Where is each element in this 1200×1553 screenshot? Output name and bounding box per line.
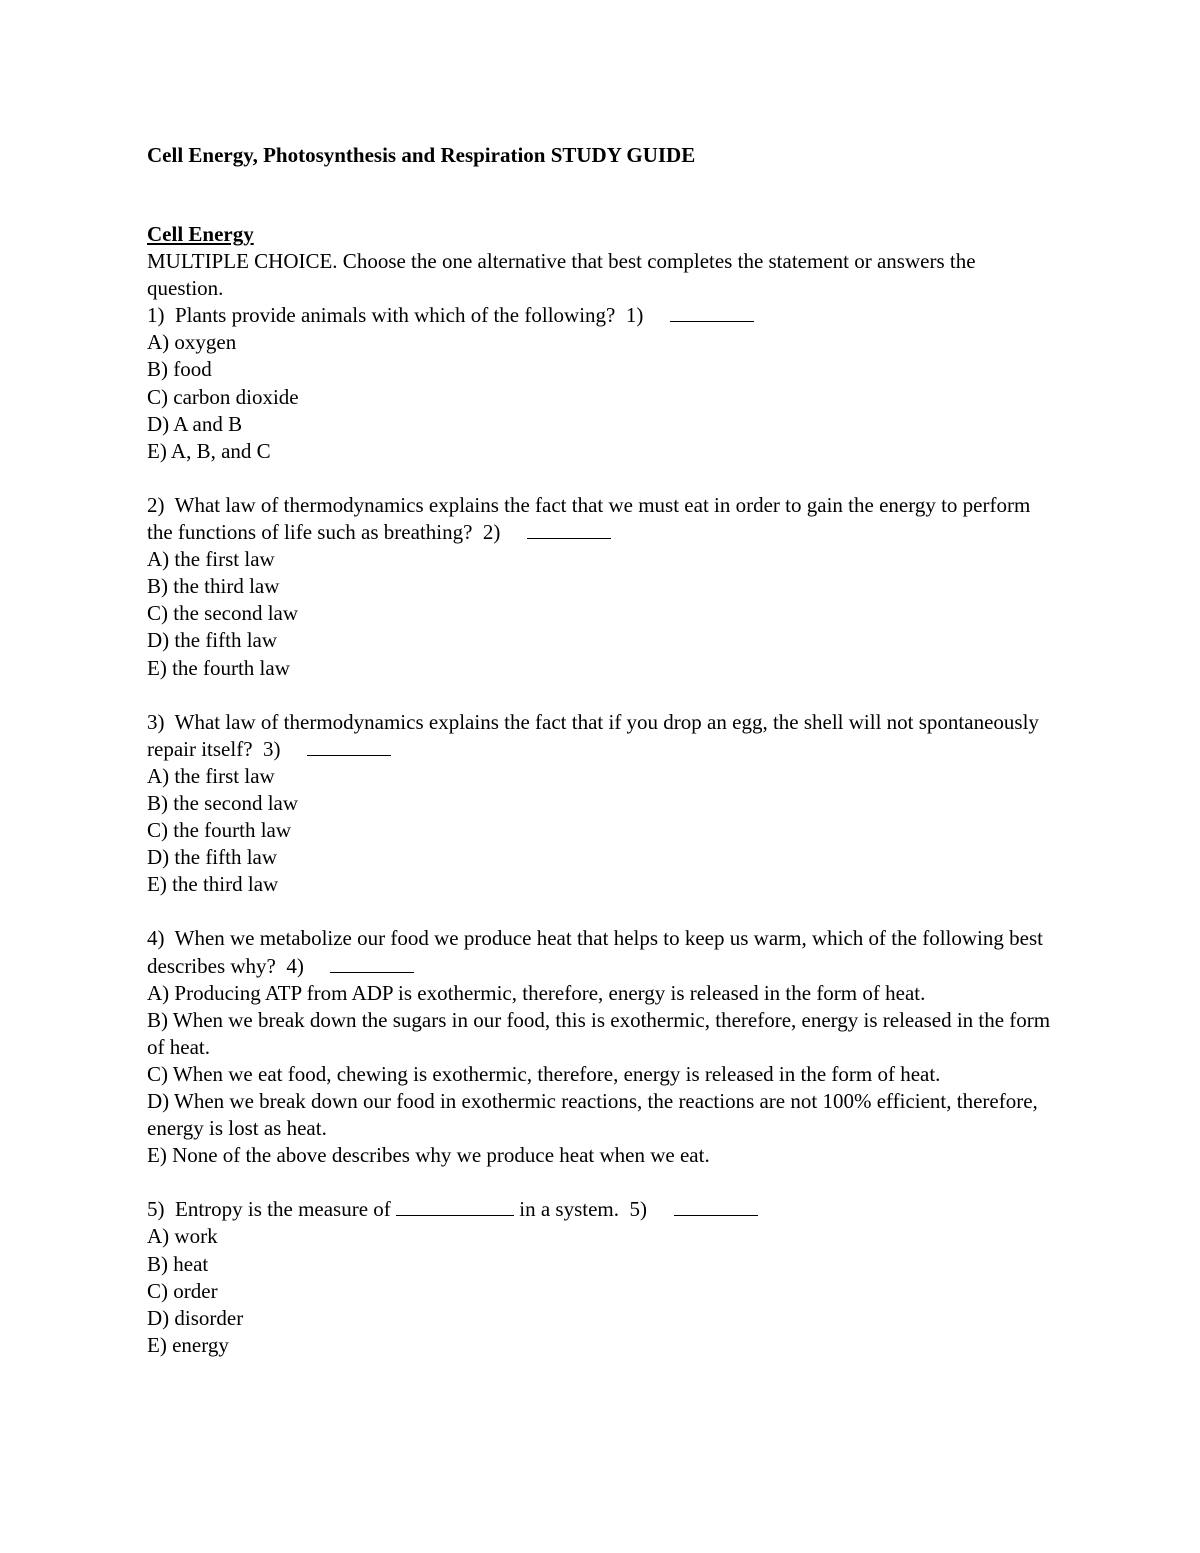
question-stem — [147, 302, 1057, 329]
answer-blank[interactable] — [674, 1197, 758, 1216]
option-e: E) None of the above describes why we produce heat when we eat. — [147, 1143, 710, 1168]
question-number: 2) — [147, 492, 165, 517]
option-b: B) the third law — [147, 574, 280, 599]
option-e: E) the fourth law — [147, 655, 290, 680]
fill-in-blank[interactable] — [396, 1197, 514, 1216]
question-stem — [147, 492, 1057, 546]
question-number: 3) — [147, 709, 165, 734]
section-heading: Cell Energy — [147, 222, 254, 246]
option-a: A) Producing ATP from ADP is exothermic, therefore, energy is released in the form of heat. — [147, 980, 926, 1005]
question-number: 4) — [147, 926, 165, 951]
option-e: E) energy — [147, 1332, 229, 1357]
option-a: A) oxygen — [147, 330, 237, 355]
document-title: Cell Energy, Photosynthesis and Respiration STUDY GUIDE — [147, 143, 696, 167]
question-number: 1) — [147, 303, 165, 328]
section-instructions: MULTIPLE CHOICE. Choose the one alternative that best completes the statement or answers the question. — [147, 249, 976, 301]
option-d: D) When we break down our food in exothermic reactions, the reactions are not 100% efficient, therefore, energy is lost as heat. — [147, 1089, 1038, 1141]
option-b: B) When we break down the sugars in our food, this is exothermic, therefore, energy is released in the form of heat. — [147, 1007, 1051, 1059]
question-number: 5) — [147, 1197, 165, 1222]
question-text: When we metabolize our food we produce heat that helps to keep us warm, which of the following best describes why? — [147, 926, 1043, 978]
option-b: B) food — [147, 357, 212, 382]
question-1 — [147, 302, 1057, 465]
question-stem — [147, 925, 1057, 979]
answer-blank[interactable] — [527, 520, 611, 539]
answer-label: 1) — [625, 303, 644, 328]
question-5 — [147, 1196, 1057, 1359]
option-c: C) When we eat food, chewing is exothermic, therefore, energy is released in the form of heat. — [147, 1061, 941, 1086]
question-text-before-blank: Entropy is the measure of — [175, 1197, 391, 1222]
answer-label: 5) — [629, 1197, 648, 1222]
option-d: D) disorder — [147, 1305, 244, 1330]
option-c: C) carbon dioxide — [147, 384, 299, 409]
answer-blank[interactable] — [330, 954, 414, 973]
answer-label: 3) — [263, 736, 281, 761]
answer-label: 2) — [482, 520, 501, 545]
question-4 — [147, 925, 1057, 1169]
question-stem — [147, 709, 1057, 763]
option-b: B) the second law — [147, 790, 299, 815]
option-c: C) the fourth law — [147, 818, 292, 843]
answer-blank[interactable] — [307, 737, 391, 756]
question-3 — [147, 709, 1057, 899]
option-d: D) the fifth law — [147, 845, 278, 870]
option-e: E) A, B, and C — [147, 438, 271, 463]
option-a: A) work — [147, 1224, 218, 1249]
question-stem — [147, 1196, 1057, 1223]
answer-blank[interactable] — [670, 303, 754, 322]
question-text: Plants provide animals with which of the following? — [175, 303, 616, 328]
question-text: What law of thermodynamics explains the fact that if you drop an egg, the shell will not spontaneously repair itself? — [147, 709, 1039, 761]
question-text-after-blank: in a system. — [519, 1197, 620, 1222]
option-d: D) A and B — [147, 411, 243, 436]
option-c: C) the second law — [147, 601, 299, 626]
option-c: C) order — [147, 1278, 218, 1303]
option-e: E) the third law — [147, 872, 279, 897]
option-d: D) the fifth law — [147, 628, 278, 653]
option-b: B) heat — [147, 1251, 209, 1276]
question-2 — [147, 492, 1057, 682]
question-text: What law of thermodynamics explains the fact that we must eat in order to gain the energy to perform the functions of life such as breathing? — [147, 492, 1031, 545]
document-page — [147, 140, 1057, 1359]
option-a: A) the first law — [147, 763, 275, 788]
option-a: A) the first law — [147, 547, 275, 572]
answer-label: 4) — [286, 953, 304, 978]
